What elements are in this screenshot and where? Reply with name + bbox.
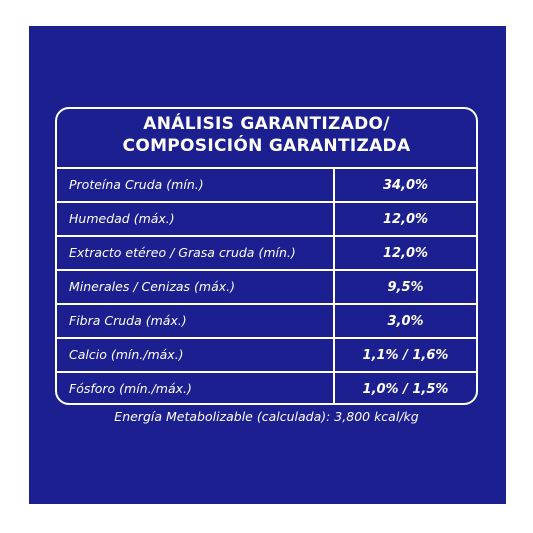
table-row	[57, 203, 476, 237]
analysis-table	[55, 107, 478, 405]
table-row	[57, 305, 476, 339]
row-label: Extracto etéreo / Grasa cruda (mín.)	[69, 245, 296, 260]
row-value: 12,0%	[382, 212, 429, 227]
row-label: Fibra Cruda (máx.)	[69, 313, 187, 328]
table-title	[57, 113, 476, 157]
energy-note: Energía Metabolizable (calculada): 3,800 kcal/kg	[114, 409, 419, 424]
table-row	[57, 373, 476, 405]
row-label: Fósforo (mín./máx.)	[69, 381, 192, 396]
row-label: Calcio (mín./máx.)	[69, 347, 184, 362]
table-row	[57, 271, 476, 305]
table-rows	[57, 169, 476, 405]
title-line-2: COMPOSICIÓN GARANTIZADA	[122, 136, 411, 156]
title-line-1: ANÁLISIS GARANTIZADO/	[143, 114, 390, 134]
row-value: 9,5%	[387, 280, 424, 295]
row-label: Minerales / Cenizas (máx.)	[69, 279, 235, 294]
table-row	[57, 169, 476, 203]
row-value: 34,0%	[382, 178, 429, 193]
row-label: Proteína Cruda (mín.)	[69, 177, 204, 192]
row-value: 3,0%	[387, 314, 424, 329]
table-row	[57, 237, 476, 271]
row-value: 1,0% / 1,5%	[362, 382, 449, 397]
row-label: Humedad (máx.)	[69, 211, 175, 226]
table-row	[57, 339, 476, 373]
row-value: 12,0%	[382, 246, 429, 261]
row-value: 1,1% / 1,6%	[362, 348, 449, 363]
